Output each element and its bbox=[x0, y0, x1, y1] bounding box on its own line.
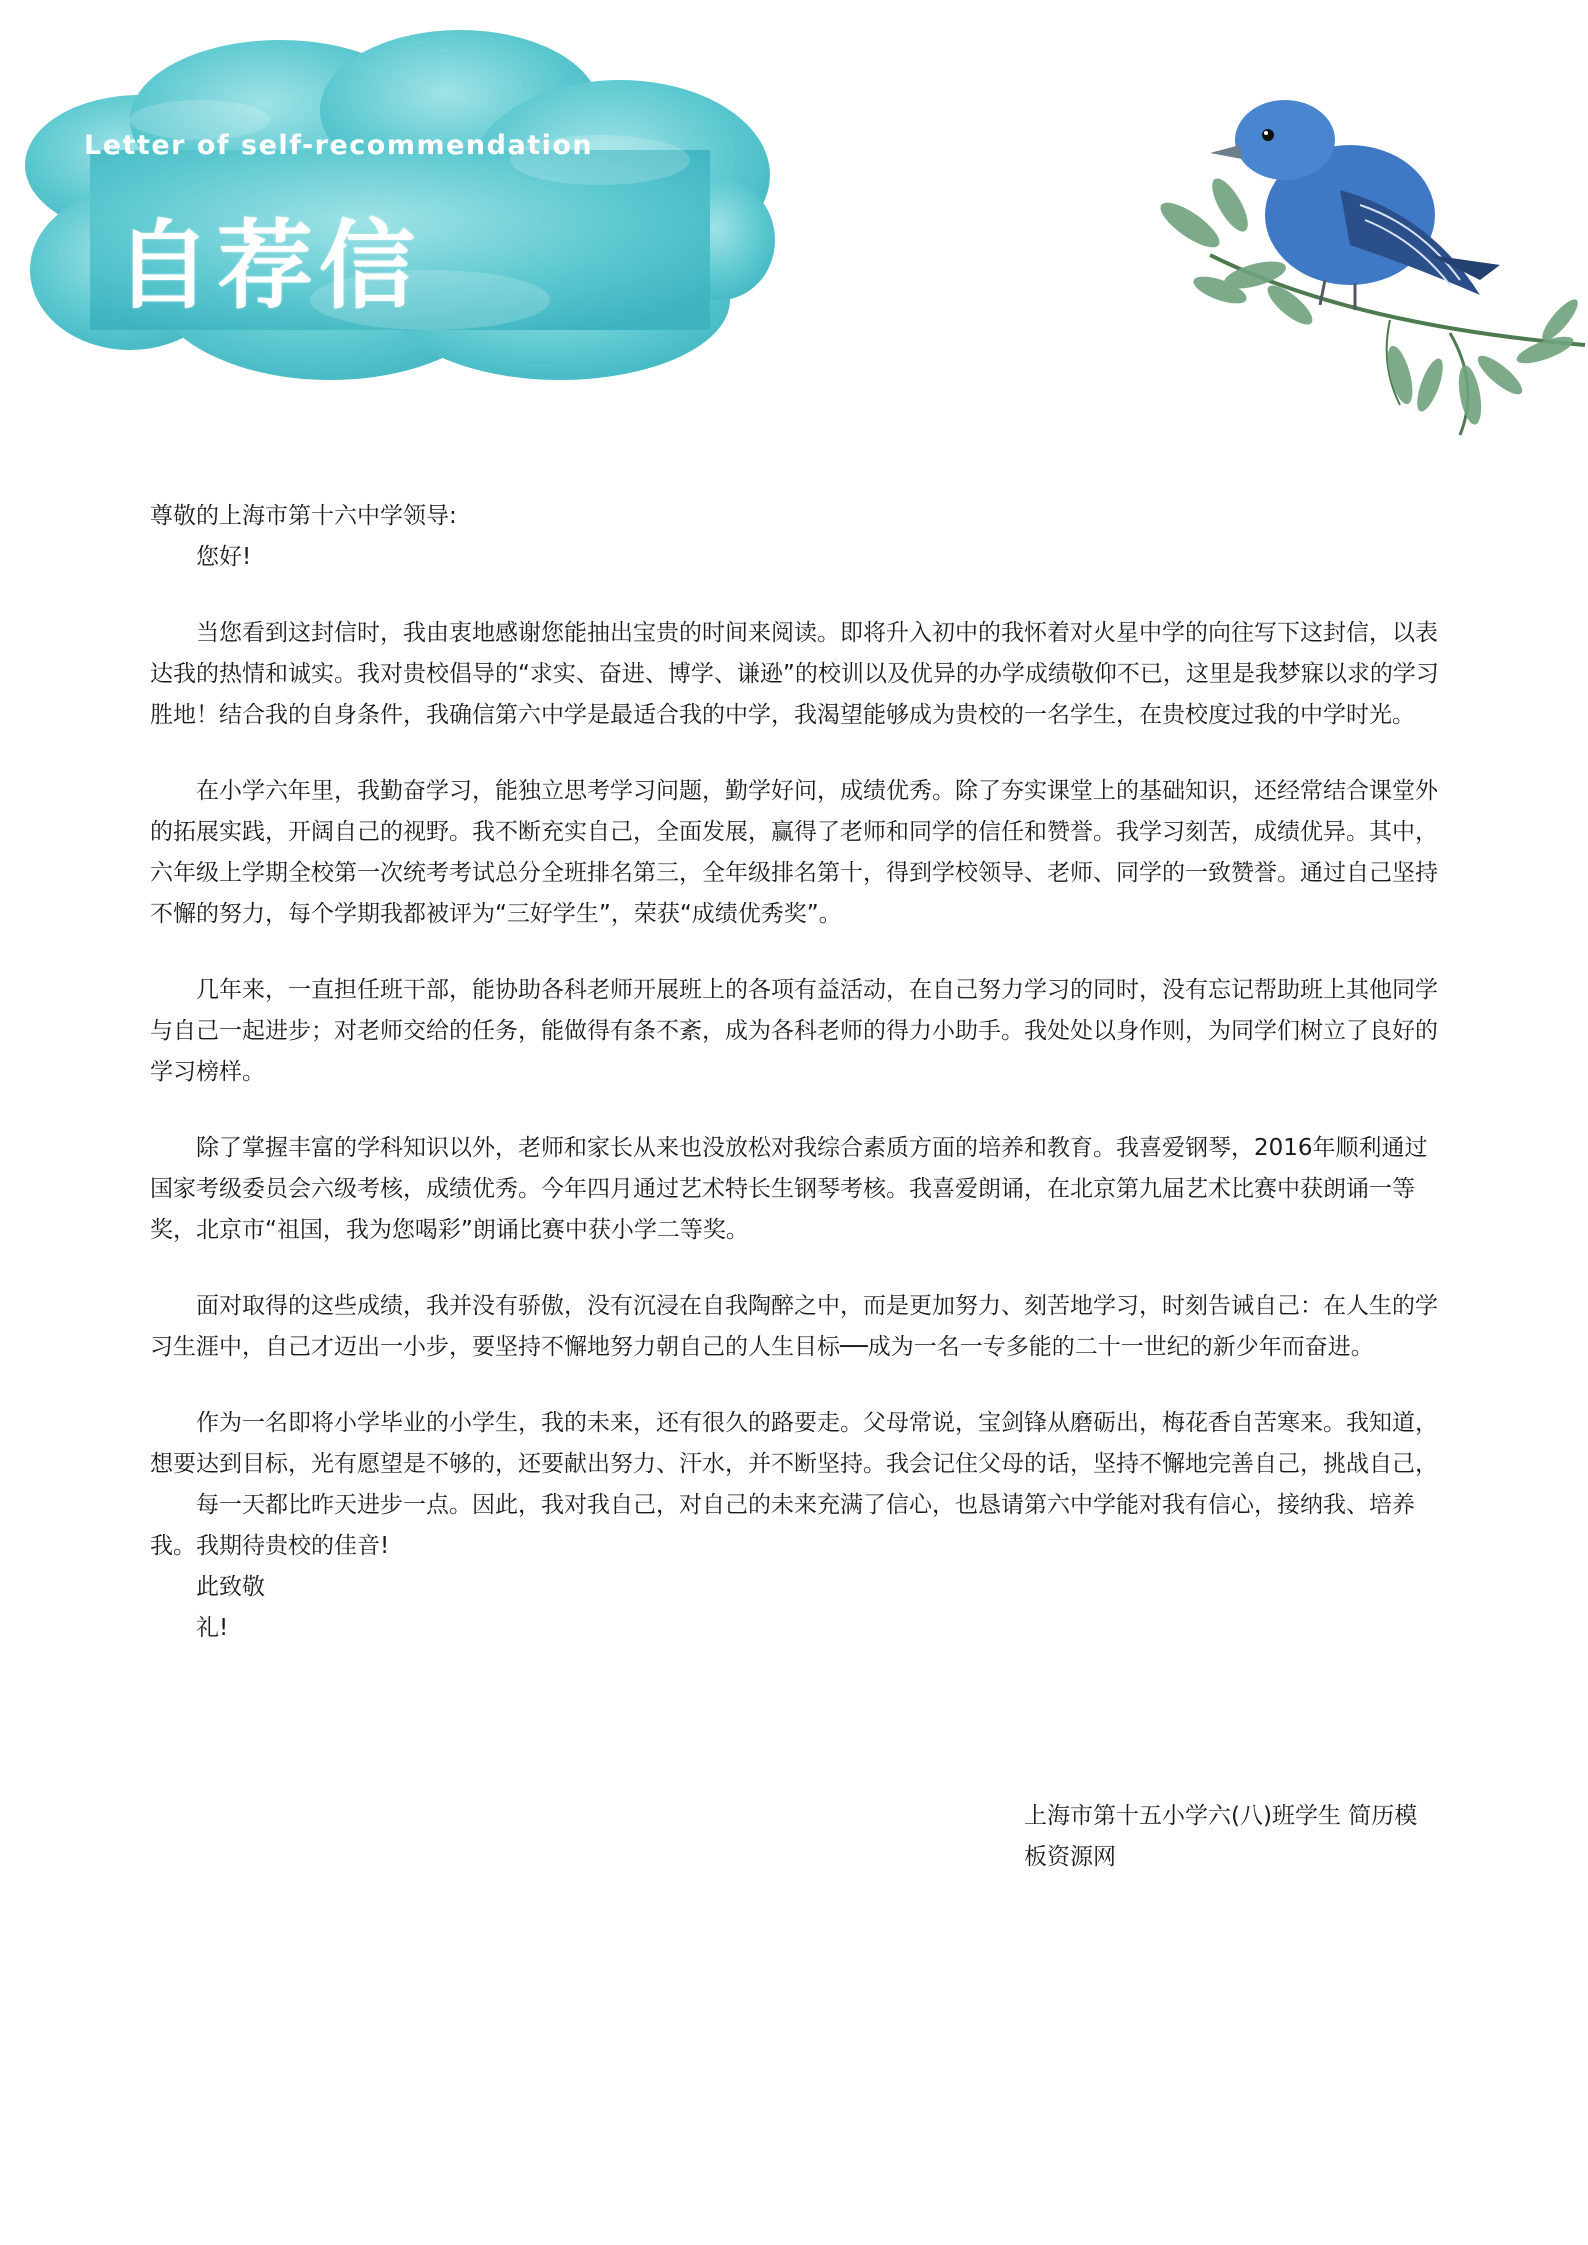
bird-illustration bbox=[1150, 95, 1588, 445]
header-banner bbox=[0, 0, 800, 420]
paragraph-6-continued: 每一天都比昨天进步一点。因此，我对我自己，对自己的未来充满了信心，也恳请第六中学能对我有信心，接纳我、培养我。我期待贵校的佳音! bbox=[150, 1492, 1415, 1559]
paragraph-2: 在小学六年里，我勤奋学习，能独立思考学习问题，勤学好问，成绩优秀。除了夯实课堂上的基础知识，还经常结合课堂外的拓展实践，开阔自己的视野。我不断充实自己，全面发展，赢得了老师和同学的信任和赞誉。我学习刻苦，成绩优异。其中，六年级上学期全校第一次统考考试总分全班排名第三，全年级排名第十，得到学校领导、老师、同学的一致赞誉。通过自己坚持不懈的努力，每个学期我都被评为“三好学生”，荣获“成绩优秀奖”。 bbox=[150, 778, 1438, 927]
closing-line-1: 此致敬 bbox=[196, 1574, 265, 1600]
paragraph-3: 几年来，一直担任班干部，能协助各科老师开展班上的各项有益活动，在自己努力学习的同时，没有忘记帮助班上其他同学与自己一起进步；对老师交给的任务，能做得有条不紊，成为各科老师的得力小助手。我处处以身作则，为同学们树立了良好的学习榜样。 bbox=[150, 977, 1438, 1085]
paragraph-1: 当您看到这封信时，我由衷地感谢您能抽出宝贵的时间来阅读。即将升入初中的我怀着对火星中学的向往写下这封信，以表达我的热情和诚实。我对贵校倡导的“求实、奋进、博学、谦逊”的校训以及优异的办学成绩敬仰不已，这里是我梦寐以求的学习胜地！结合我的自身条件，我确信第六中学是最适合我的中学，我渴望能够成为贵校的一名学生，在贵校度过我的中学时光。 bbox=[150, 620, 1439, 728]
greeting: 您好! bbox=[196, 544, 252, 570]
letter-body bbox=[150, 496, 1440, 1649]
subtitle-en: Letter of self-recommendation bbox=[84, 130, 594, 161]
paragraph-4: 除了掌握丰富的学科知识以外，老师和家长从来也没放松对我综合素质方面的培养和教育。我喜爱钢琴，2016年顺利通过国家考级委员会六级考核，成绩优秀。今年四月通过艺术特长生钢琴考核。我喜爱朗诵，在北京第九届艺术比赛中获朗诵一等奖，北京市“祖国，我为您喝彩”朗诵比赛中获小学二等奖。 bbox=[150, 1135, 1428, 1243]
paragraph-6: 作为一名即将小学毕业的小学生，我的未来，还有很久的路要走。父母常说，宝剑锋从磨砺出，梅花香自苦寒来。我知道，想要达到目标，光有愿望是不够的，还要献出努力、汗水，并不断坚持。我会记住父母的话，坚持不懈地完善自己，挑战自己， bbox=[150, 1410, 1438, 1477]
signature bbox=[1024, 1796, 1444, 1878]
signature-line-1: 上海市第十五小学六(八)班学生 简历模 bbox=[1024, 1803, 1418, 1829]
salutation: 尊敬的上海市第十六中学领导: bbox=[150, 503, 457, 529]
paragraph-5: 面对取得的这些成绩，我并没有骄傲，没有沉浸在自我陶醉之中，而是更加努力、刻苦地学习，时刻告诫自己：在人生的学习生涯中，自己才迈出一小步，要坚持不懈地努力朝自己的人生目标──成为一名一专多能的二十一世纪的新少年而奋进。 bbox=[150, 1293, 1438, 1360]
closing-line-2: 礼! bbox=[196, 1615, 229, 1641]
signature-line-2: 板资源网 bbox=[1024, 1844, 1116, 1870]
page-title: 自荐信 bbox=[115, 210, 421, 322]
